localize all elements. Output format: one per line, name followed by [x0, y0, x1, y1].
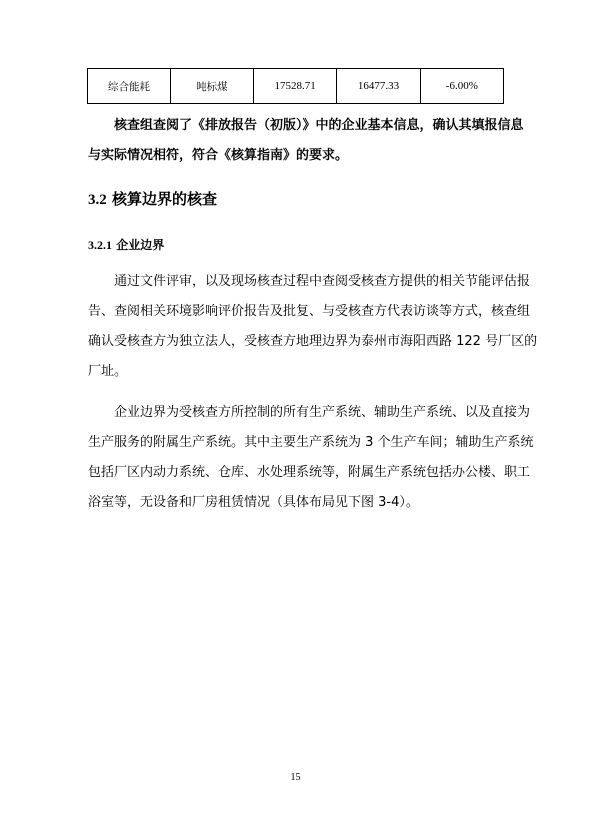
table-row	[88, 69, 504, 104]
table-cell-item: 综合能耗	[88, 69, 171, 104]
page-number: 15	[290, 772, 301, 783]
section-number: 3.2	[88, 192, 107, 208]
paragraph-line: 告、查阅相关环境影响评价报告及批复、与受核查方代表访谈等方式，核查组	[88, 304, 531, 319]
table-cell-value2: 16477.33	[337, 69, 420, 104]
subsection-number: 3.2.1	[88, 238, 112, 252]
paragraph-line: 核查组查阅了《排放报告（初版）》中的企业基本信息，确认其填报信息	[114, 118, 524, 133]
paragraph-line: 与实际情况相符，符合《核算指南》的要求。	[88, 148, 349, 163]
paragraph-line: 通过文件评审，以及现场核查过程中查阅受核查方提供的相关节能评估报	[114, 274, 531, 289]
paragraph-line: 浴室等，无设备和厂房租赁情况（具体布局见下图 3-4）。	[88, 495, 419, 510]
section-title: 核算边界的核查	[111, 190, 217, 208]
paragraph-basic-info	[88, 111, 524, 171]
table-cell-change: -6.00%	[420, 69, 503, 104]
table-cell-unit: 吨标煤	[170, 69, 253, 104]
paragraph-line: 厂址。	[88, 364, 128, 379]
table-cell-value1: 17528.71	[253, 69, 336, 104]
paragraph-line: 确认受核查方为独立法人，受核查方地理边界为泰州市海阳西路 122 号厂区的	[88, 334, 538, 349]
energy-table	[87, 68, 504, 104]
subsection-title: 企业边界	[116, 238, 165, 252]
paragraph-line: 生产服务的附属生产系统。其中主要生产系统为 3 个生产车间；辅助生产系统	[88, 435, 534, 450]
paragraph-line: 包括厂区内动力系统、仓库、水处理系统等，附属生产系统包括办公楼、职工	[88, 465, 531, 480]
paragraph-boundary-review	[88, 267, 538, 387]
paragraph-line: 企业边界为受核查方所控制的所有生产系统、辅助生产系统、以及直接为	[114, 405, 531, 420]
section-heading	[88, 188, 217, 209]
paragraph-enterprise-boundary	[88, 398, 534, 518]
subsection-heading	[88, 236, 164, 253]
